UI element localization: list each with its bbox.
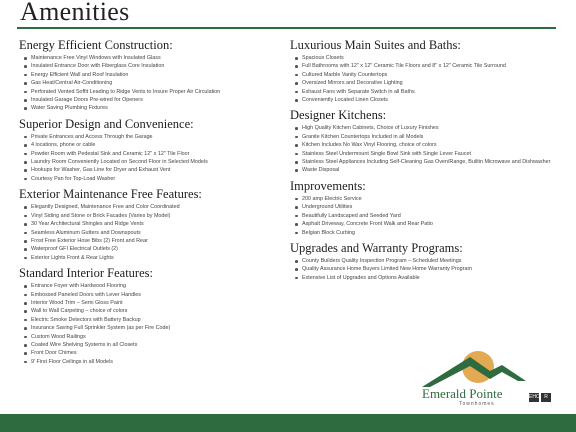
amenity-item: Elegantly Designed, Maintenance Free and Color Coordinated (23, 203, 281, 211)
amenity-list (19, 133, 281, 183)
amenity-item: 30 Year Architectural Shingles and Ridge Vents (23, 220, 281, 228)
amenity-list (290, 195, 568, 237)
amenity-item: Interior Wood Trim – Semi Gloss Paint (23, 299, 281, 307)
amenity-item: Maintenance Free Vinyl Windows with Insulated Glass (23, 54, 281, 62)
amenity-item: Insulated Garage Doors Pre-wired for Openers (23, 96, 281, 104)
amenity-section (290, 108, 568, 174)
section-heading: Exterior Maintenance Free Features: (19, 187, 202, 202)
amenity-item: Gas Heat/Central Air-Conditioning (23, 79, 281, 87)
amenity-item: Spacious Closets (294, 54, 568, 62)
amenity-item: Extensive List of Upgrades and Options Available (294, 274, 568, 282)
amenity-item: Full Bathrooms with 12" x 12" Ceramic Tile Floors and 8" x 12" Ceramic Tile Surround (294, 62, 568, 70)
amenity-item: Belgian Block Curbing (294, 229, 568, 237)
amenity-list (290, 124, 568, 174)
section-heading: Energy Efficient Construction: (19, 38, 173, 52)
amenity-item: 9' First Floor Ceilings in all Models (23, 358, 281, 366)
amenity-item: Laundry Room Conveniently Located on Second Floor in Selected Models (23, 158, 281, 166)
amenity-item: Exhaust Fans with Separate Switch in all Baths (294, 88, 568, 96)
amenity-item: Cultured Marble Vanity Countertops (294, 71, 568, 79)
amenity-list (19, 282, 281, 366)
amenity-item: Coated Wire Shelving Systems in all Closets (23, 341, 281, 349)
amenity-item: Hookups for Washer, Gas Line for Dryer and Exhaust Vent (23, 166, 281, 174)
left-column (19, 38, 281, 370)
amenity-list (290, 54, 568, 104)
amenity-item: Stainless Steel Appliances Including Self-Cleaning Gas Oven/Range, Builtin Microwave and Dishwasher (294, 158, 568, 166)
amenity-item: Wall to Wall Carpeting – choice of colors (23, 307, 281, 315)
amenity-item: Seamless Aluminum Gutters and Downspouts (23, 229, 281, 237)
section-heading: Improvements: (290, 178, 366, 193)
amenity-item: Insulated Entrance Door with Fiberglass Core Insulation (23, 62, 281, 70)
amenity-item: Kitchen Includes No Wax Vinyl Flooring, choice of colors (294, 141, 568, 149)
amenity-section (290, 241, 568, 282)
amenity-item: Powder Room with Pedestal Sink and Ceramic 12" x 12" Tile Floor (23, 150, 281, 158)
amenity-item: Electric Smoke Detectors with Battery Backup (23, 316, 281, 324)
amenity-item: Beautifully Landscaped and Seeded Yard (294, 212, 568, 220)
amenity-section (19, 117, 281, 183)
amenity-item: Waterproof GFI Electrical Outlets (2) (23, 245, 281, 253)
amenity-list (19, 203, 281, 262)
amenity-item: Frost Free Exterior Hose Bibs (2) Front and Rear (23, 237, 281, 245)
footer-band (0, 414, 576, 432)
title-divider (17, 27, 556, 29)
amenity-item: 200 amp Electric Service (294, 195, 568, 203)
amenity-item: Custom Wood Railings (23, 333, 281, 341)
amenity-item: 4 locations, phone or cable (23, 141, 281, 149)
amenity-item: Entrance Foyer with Hardwood Flooring (23, 282, 281, 290)
amenity-item: Front Door Chimes (23, 349, 281, 357)
amenity-item: Quality Assurance Home Buyers Limited New Home Warranty Program (294, 265, 568, 273)
amenity-section (290, 179, 568, 237)
section-heading: Standard Interior Features: (19, 266, 153, 281)
amenity-item: High Quality Kitchen Cabinets, Choice of Luxury Finishes (294, 124, 568, 132)
brand-tagline: Townhomes (459, 401, 495, 407)
section-heading: Superior Design and Convenience: (19, 116, 194, 131)
amenity-item: Energy Efficient Wall and Roof Insulation (23, 71, 281, 79)
amenity-item: Waste Disposal (294, 166, 568, 174)
housing-badges (529, 393, 551, 402)
amenity-item: Conveniently Located Linen Closets (294, 96, 568, 104)
amenity-item: Vinyl Siding and Stone or Brick Facades (Varies by Model) (23, 212, 281, 220)
amenity-list (19, 54, 281, 113)
amenity-item: Water Saving Plumbing Fixtures (23, 104, 281, 112)
amenity-section (290, 38, 568, 104)
page-title: Amenities (20, 0, 130, 26)
amenity-item: Private Entrances and Access Through the Garage (23, 133, 281, 141)
amenity-item: Exterior Lights Front & Rear Lights (23, 254, 281, 262)
realtor-icon: R (541, 393, 551, 402)
amenity-item: Asphalt Driveway, Concrete Front Walk and Rear Patio (294, 220, 568, 228)
section-heading: Upgrades and Warranty Programs: (290, 240, 463, 255)
amenity-item: Underground Utilities (294, 203, 568, 211)
amenity-section (19, 266, 281, 366)
amenity-list (290, 257, 568, 282)
equal-housing-icon: EHO (529, 394, 540, 400)
brand-name: Emerald Pointe (422, 386, 503, 401)
section-heading: Luxurious Main Suites and Baths: (290, 38, 461, 52)
amenity-item: County Builders Quality Inspection Program – Scheduled Meetings (294, 257, 568, 265)
section-heading: Designer Kitchens: (290, 108, 387, 123)
amenity-section (19, 38, 281, 113)
amenity-section (19, 187, 281, 262)
amenity-item: Perforated Vented Soffit Leading to Ridge Vents to Insure Proper Air Circulation (23, 88, 281, 96)
amenity-item: Insurance Saving Full Sprinkler System (as per Fire Code) (23, 324, 281, 332)
amenity-item: Stainless Steel Undermount Single Bowl Sink with Single Lever Faucet (294, 150, 568, 158)
amenity-item: Courtesy Pan for Top-Load Washer (23, 175, 281, 183)
amenity-item: Oversized Mirrors and Decorative Lighting (294, 79, 568, 87)
amenity-item: Embossed Paneled Doors with Lever Handles (23, 291, 281, 299)
right-column (290, 38, 568, 286)
amenity-item: Granite Kitchen Countertops Included in all Models (294, 133, 568, 141)
